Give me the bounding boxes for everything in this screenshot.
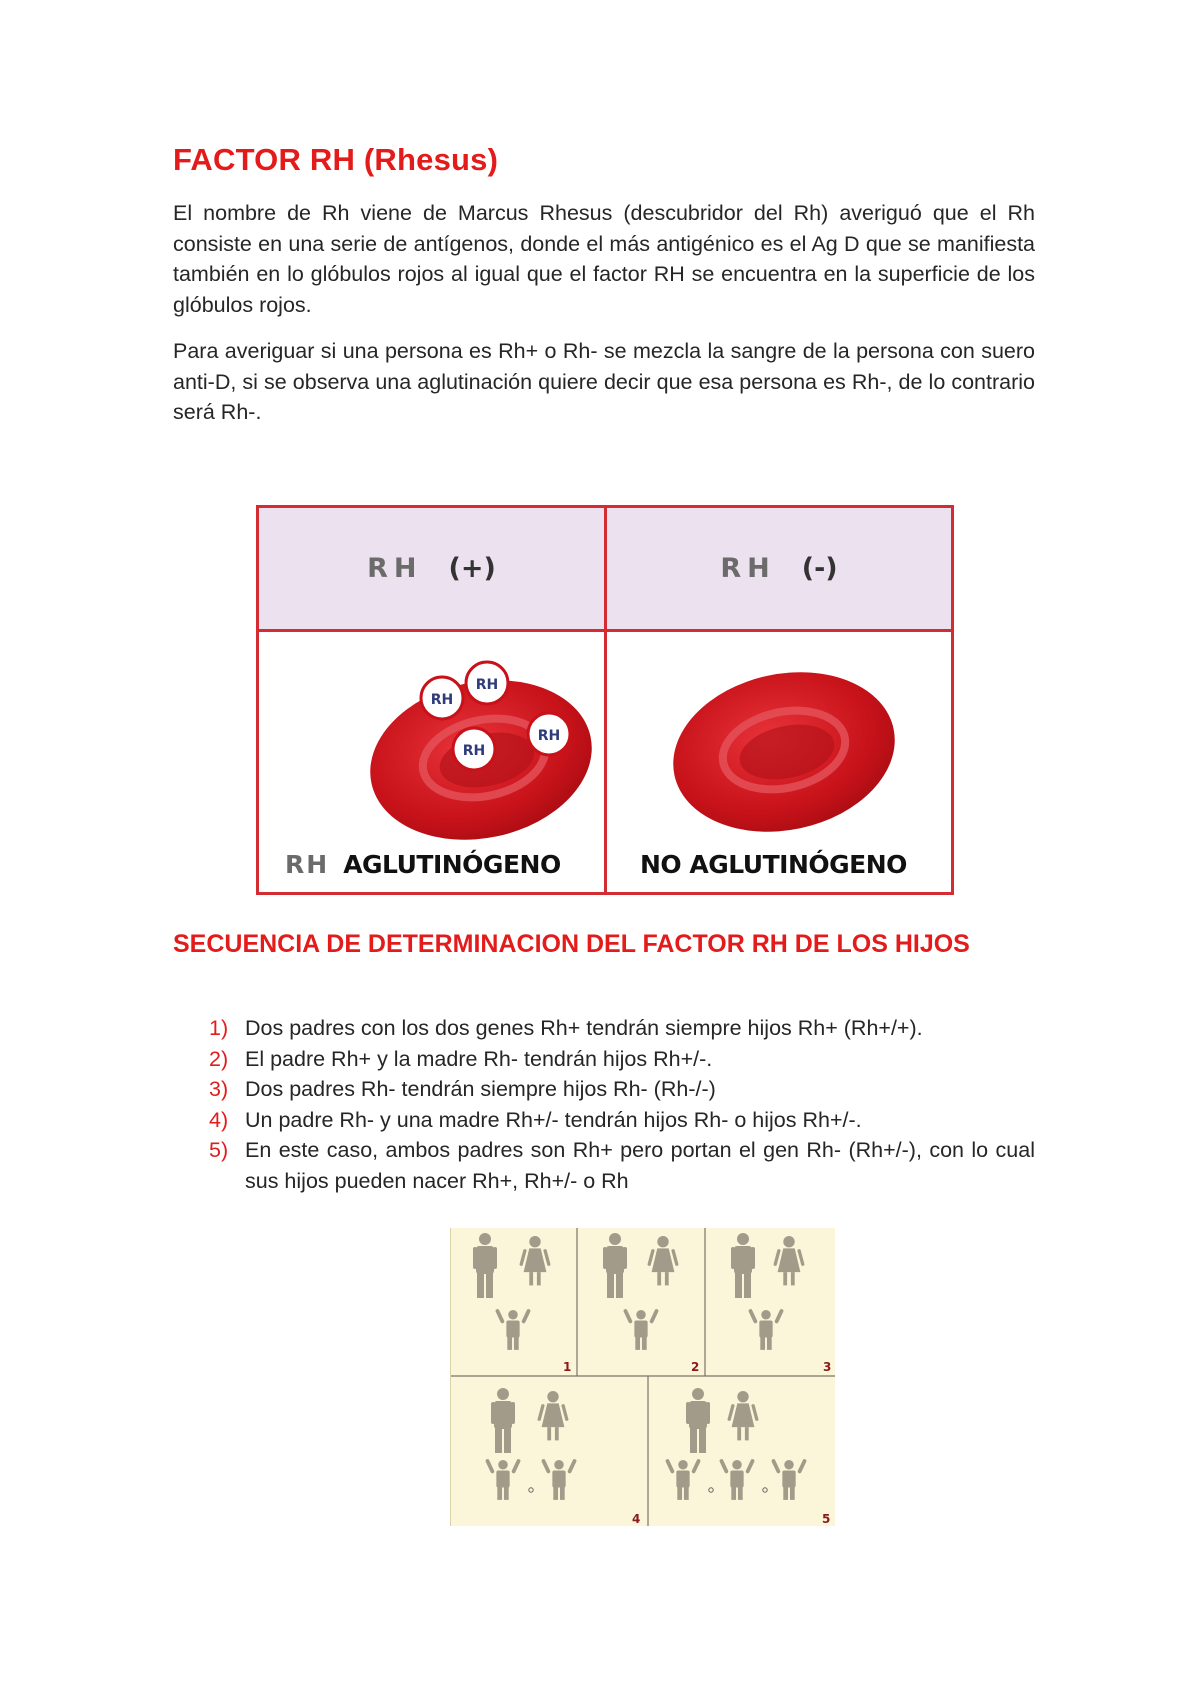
list-item-number: 4) (209, 1107, 229, 1132)
list-item-text: Dos padres Rh- tendrán siempre hijos Rh- (Rh-/-) (245, 1077, 716, 1101)
rh-positive-label: RH (367, 553, 423, 584)
panel-number: 1 (563, 1360, 572, 1374)
father-figure (473, 1233, 497, 1298)
father-figure (686, 1388, 710, 1453)
rh-positive-caption (285, 850, 561, 879)
red-blood-cell-negative (658, 652, 910, 851)
rh-antigen-label: RH (537, 728, 561, 744)
father-figure (731, 1233, 755, 1298)
rh-antigen-label: RH (475, 677, 499, 693)
mother-figure (537, 1391, 569, 1440)
panel-number: 4 (632, 1512, 641, 1526)
list-item-text: Dos padres con los dos genes Rh+ tendrán siempre hijos Rh+ (Rh+/+). (245, 1016, 923, 1040)
list-item-number: 2) (209, 1046, 229, 1071)
rh-negative-label: RH (720, 553, 776, 584)
rh-antigen-label: RH (462, 743, 486, 759)
rh-negative-header (607, 508, 951, 629)
panel-number: 2 (691, 1360, 700, 1374)
list-item-text: En este caso, ambos padres son Rh+ pero portan el gen Rh- (Rh+/-), con lo cual sus hijos pueden nacer Rh+, Rh+/- o Rh (245, 1138, 1035, 1193)
child-figure (485, 1458, 521, 1499)
panel-number: 3 (823, 1360, 832, 1374)
child-figure (719, 1458, 755, 1499)
rh-positive-header (259, 508, 604, 629)
list-item (173, 1105, 1035, 1136)
rh-positive-sign: (+) (448, 553, 496, 584)
mother-figure (773, 1236, 805, 1285)
child-figure (495, 1308, 531, 1349)
father-figure (603, 1233, 627, 1298)
test-paragraph: Para averiguar si una persona es Rh+ o Rh- se mezcla la sangre de la persona con suero anti-D, si se observa una aglutinación quiere decir que esa persona es Rh-, de lo contrario será Rh-. (173, 339, 1035, 424)
list-item-text: Un padre Rh- y una madre Rh+/- tendrán hijos Rh- o hijos Rh+/-. (245, 1107, 862, 1132)
rh-antigen-label: RH (430, 692, 454, 708)
list-item (173, 1044, 1035, 1075)
rh-antigen (528, 713, 570, 755)
intro-paragraph: El nombre de Rh viene de Marcus Rhesus (descubridor del Rh) averiguó que el Rh consiste en una serie de antígenos, donde el más antigénico es el Ag D que se manifiesta también en lo glóbulos rojos al igual que el factor RH se encuentra en la superficie de los glóbulos rojos. (173, 201, 1035, 317)
child-figure (665, 1458, 701, 1499)
child-figure (771, 1458, 807, 1499)
child-figure (541, 1458, 577, 1499)
list-item (173, 1135, 1035, 1196)
panel-number: 5 (822, 1512, 831, 1526)
list-item-text: El padre Rh+ y la madre Rh- tendrán hijos Rh+/-. (245, 1046, 713, 1071)
child-figure (623, 1308, 659, 1349)
rh-antigen (466, 662, 508, 704)
list-item-number: 1) (209, 1016, 229, 1040)
rh-antigen (453, 728, 495, 770)
mother-figure (519, 1236, 551, 1285)
rh-positive-caption-text: AGLUTINÓGENO (343, 850, 561, 879)
list-item (173, 1013, 1035, 1044)
mother-figure (647, 1236, 679, 1285)
rh-antigen (421, 677, 463, 719)
child-figure (748, 1308, 784, 1349)
rh-negative-caption: NO AGLUTINÓGENO (640, 850, 907, 879)
rh-diagram (256, 505, 954, 895)
section-title: SECUENCIA DE DETERMINACION DEL FACTOR RH DE LOS HIJOS (173, 930, 970, 958)
inheritance-illustration (450, 1228, 835, 1526)
rh-positive-caption-prefix: RH (285, 850, 330, 879)
list-item-number: 3) (209, 1077, 229, 1101)
rh-negative-sign: (-) (801, 553, 838, 584)
list-item (173, 1074, 1035, 1105)
steps-list (173, 1013, 1035, 1196)
page-title: FACTOR RH (Rhesus) (173, 142, 499, 177)
list-item-number: 5) (209, 1138, 229, 1162)
inheritance-figures (451, 1228, 835, 1526)
mother-figure (727, 1391, 759, 1440)
father-figure (491, 1388, 515, 1453)
